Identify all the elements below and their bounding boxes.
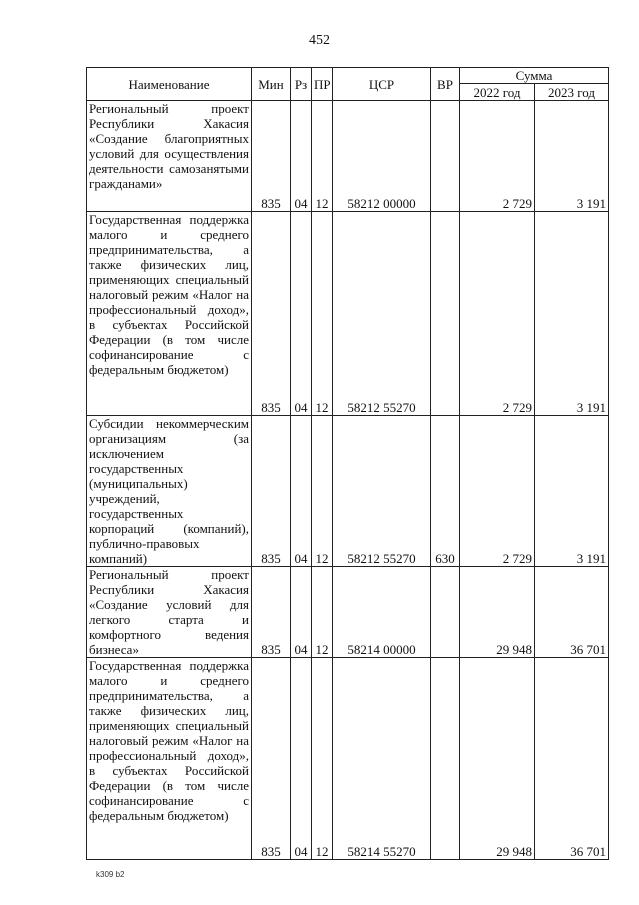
row-name: Государственная поддержка малого и среднего предпринимательства, а также физических лиц, применяющих специальный налоговый режим «Налог на профессиональный доход», в субъектах Российской Федерации (в том числе софинансирование с федеральным бюджетом) bbox=[87, 658, 252, 860]
row-rz: 04 bbox=[291, 416, 312, 567]
row-sum-2023: 3 191 bbox=[535, 416, 609, 567]
table-row bbox=[87, 567, 609, 658]
table-row bbox=[87, 101, 609, 212]
row-sum-2022: 2 729 bbox=[460, 212, 535, 416]
header-name: Наименование bbox=[87, 68, 252, 101]
row-sum-2023: 3 191 bbox=[535, 101, 609, 212]
row-rz: 04 bbox=[291, 658, 312, 860]
row-pr: 12 bbox=[312, 101, 333, 212]
row-csr: 58214 00000 bbox=[333, 567, 431, 658]
row-csr: 58212 00000 bbox=[333, 101, 431, 212]
row-sum-2022: 2 729 bbox=[460, 416, 535, 567]
row-pr: 12 bbox=[312, 416, 333, 567]
row-name: Региональный проект Республики Хакасия «Создание условий для легкого старта и комфортного ведения бизнеса» bbox=[87, 567, 252, 658]
header-pr: ПР bbox=[312, 68, 333, 101]
row-rz: 04 bbox=[291, 567, 312, 658]
row-vr bbox=[431, 658, 460, 860]
table-row bbox=[87, 212, 609, 416]
row-name: Государственная поддержка малого и среднего предпринимательства, а также физических лиц, применяющих специальный налоговый режим «Налог на профессиональный доход», в субъектах Российской Федерации (в том числе софинансирование с федеральным бюджетом) bbox=[87, 212, 252, 416]
row-pr: 12 bbox=[312, 212, 333, 416]
row-vr bbox=[431, 101, 460, 212]
header-year-2023: 2023 год bbox=[535, 84, 609, 101]
header-rz: Рз bbox=[291, 68, 312, 101]
footer-code: k309 b2 bbox=[96, 870, 125, 879]
row-sum-2022: 29 948 bbox=[460, 658, 535, 860]
row-min: 835 bbox=[252, 416, 291, 567]
row-name: Региональный проект Республики Хакасия «Создание благоприятных условий для осуществления деятельности самозанятыми гражданами» bbox=[87, 101, 252, 212]
row-rz: 04 bbox=[291, 101, 312, 212]
row-sum-2023: 36 701 bbox=[535, 658, 609, 860]
budget-table bbox=[86, 67, 609, 860]
row-sum-2023: 3 191 bbox=[535, 212, 609, 416]
row-sum-2022: 29 948 bbox=[460, 567, 535, 658]
page-number: 452 bbox=[309, 33, 330, 48]
header-csr: ЦСР bbox=[333, 68, 431, 101]
row-csr: 58212 55270 bbox=[333, 416, 431, 567]
row-min: 835 bbox=[252, 658, 291, 860]
row-vr bbox=[431, 567, 460, 658]
row-rz: 04 bbox=[291, 212, 312, 416]
row-name: Субсидии некоммерческим организациям (за исключением государственных (муниципальных) учреждений, государственных корпораций (компаний), публично-правовых компаний) bbox=[87, 416, 252, 567]
table-row bbox=[87, 416, 609, 567]
header-vr: ВР bbox=[431, 68, 460, 101]
table-row bbox=[87, 658, 609, 860]
row-min: 835 bbox=[252, 101, 291, 212]
row-sum-2022: 2 729 bbox=[460, 101, 535, 212]
header-sum: Сумма bbox=[460, 68, 609, 84]
row-vr: 630 bbox=[431, 416, 460, 567]
row-vr bbox=[431, 212, 460, 416]
row-min: 835 bbox=[252, 567, 291, 658]
row-pr: 12 bbox=[312, 567, 333, 658]
header-min: Мин bbox=[252, 68, 291, 101]
row-csr: 58214 55270 bbox=[333, 658, 431, 860]
row-min: 835 bbox=[252, 212, 291, 416]
row-csr: 58212 55270 bbox=[333, 212, 431, 416]
row-pr: 12 bbox=[312, 658, 333, 860]
header-year-2022: 2022 год bbox=[460, 84, 535, 101]
row-sum-2023: 36 701 bbox=[535, 567, 609, 658]
